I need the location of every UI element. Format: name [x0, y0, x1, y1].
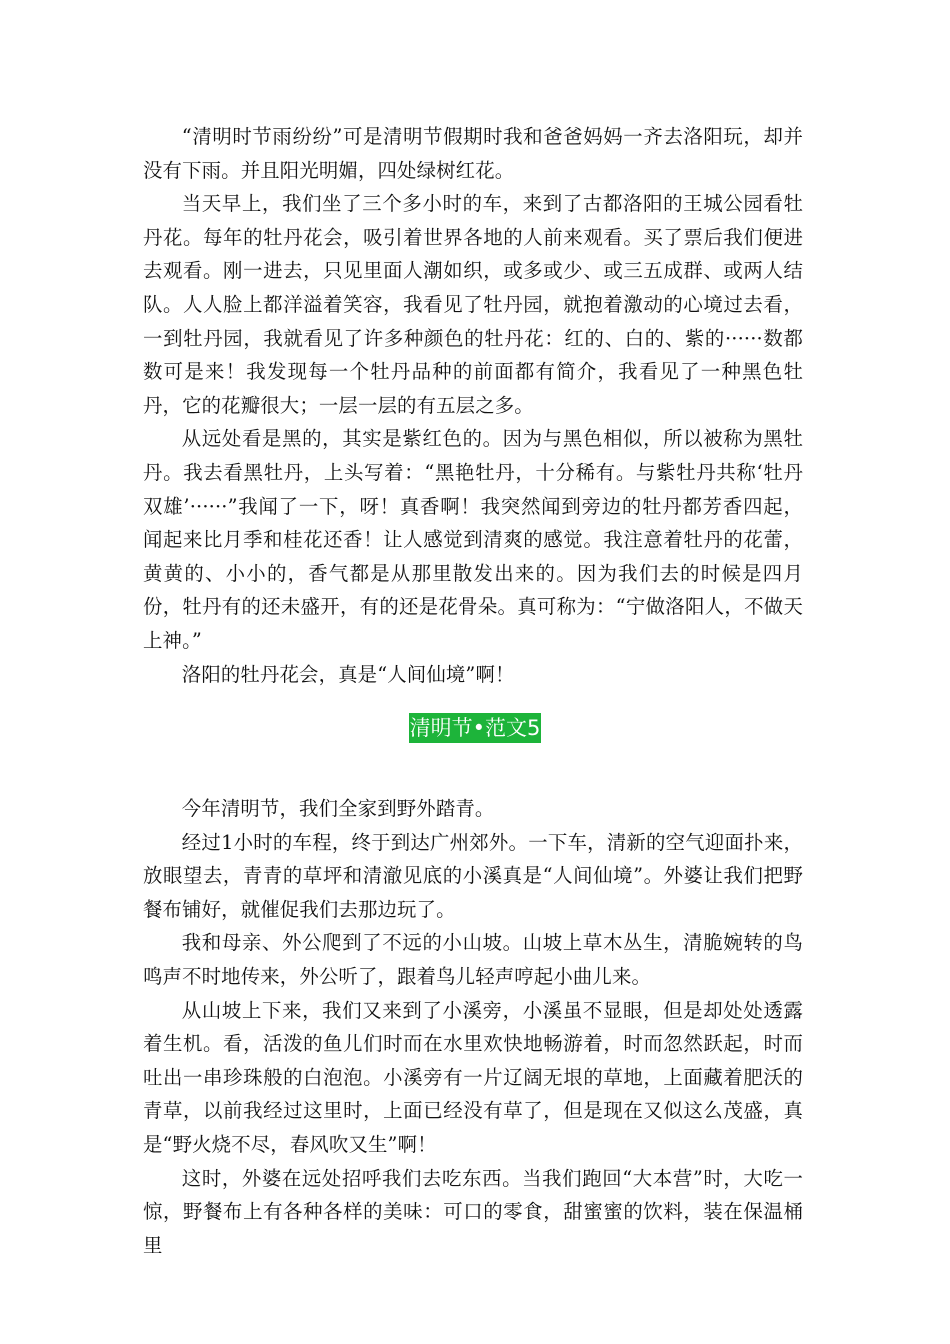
paragraph: 当天早上，我们坐了三个多小时的车，来到了古都洛阳的王城公园看牡丹花。每年的牡丹花会，吸引着世界各地的人前来观看。买了票后我们便进去观看。刚一进去，只见里面人潮如织，或多或少、或三五成群、或两人结队。人人脸上都洋溢着笑容，我看见了牡丹园，就抱着激动的心境过去看，一到牡丹园，我就看见了许多种颜色的牡丹花：红的、白的、紫的······数都数可是来！我发现每一个牡丹品种的前面都有简介，我看见了一种黑色牡丹，它的花瓣很大；一层一层的有五层之多。: [143, 192, 803, 417]
paragraph: 经过1小时的车程，终于到达广州郊外。一下车，清新的空气迎面扑来，放眼望去，青青的草坪和清澈见底的小溪真是“人间仙境”。外婆让我们把野餐布铺好，就催促我们去那边玩了。: [143, 830, 803, 921]
essay-4-body: [143, 120, 803, 691]
paragraph: 今年清明节，我们全家到野外踏青。: [181, 797, 495, 820]
section-heading-row: [0, 713, 950, 743]
paragraph: 从远处看是黑的，其实是紫红色的。因为与黑色相似，所以被称为黑牡丹。我去看黑牡丹，上头写着：“黑艳牡丹，十分稀有。与紫牡丹共称‘牡丹双雄’······”我闻了一下，呀！真香啊！我突然闻到旁边的牡丹都芳香四起，闻起来比月季和桂花还香！让人感觉到清爽的感觉。我注意着牡丹的花蕾，黄黄的、小小的，香气都是从那里散发出来的。因为我们去的时候是四月份，牡丹有的还未盛开，有的还是花骨朵。真可称为：“宁做洛阳人，不做天上神。”: [143, 427, 803, 652]
paragraph: 这时，外婆在远处招呼我们去吃东西。当我们跑回“大本营”时，大吃一惊，野餐布上有各种各样的美味：可口的零食，甜蜜蜜的饮料，装在保温桶里: [143, 1166, 803, 1257]
paragraph: 从山坡上下来，我们又来到了小溪旁，小溪虽不显眼，但是却处处透露着生机。看，活泼的鱼儿们时而在水里欢快地畅游着，时而忽然跃起，时而吐出一串珍珠般的白泡泡。小溪旁有一片辽阔无垠的草地，上面藏着肥沃的青草，以前我经过这里时，上面已经没有草了，但是现在又似这么茂盛，真是“野火烧不尽，春风吹又生”啊！: [143, 998, 803, 1156]
essay-5-body: [143, 792, 803, 1262]
paragraph: “清明时节雨纷纷”可是清明节假期时我和爸爸妈妈一齐去洛阳玩，却并没有下雨。并且阳光明媚，四处绿树红花。: [143, 125, 803, 182]
paragraph: 洛阳的牡丹花会，真是“人间仙境”啊！: [181, 662, 515, 686]
section-heading: 清明节•范文5: [409, 713, 542, 743]
paragraph: 我和母亲、外公爬到了不远的小山坡。山坡上草木丛生，清脆婉转的鸟鸣声不时地传来，外公听了，跟着鸟儿轻声哼起小曲儿来。: [143, 931, 803, 988]
